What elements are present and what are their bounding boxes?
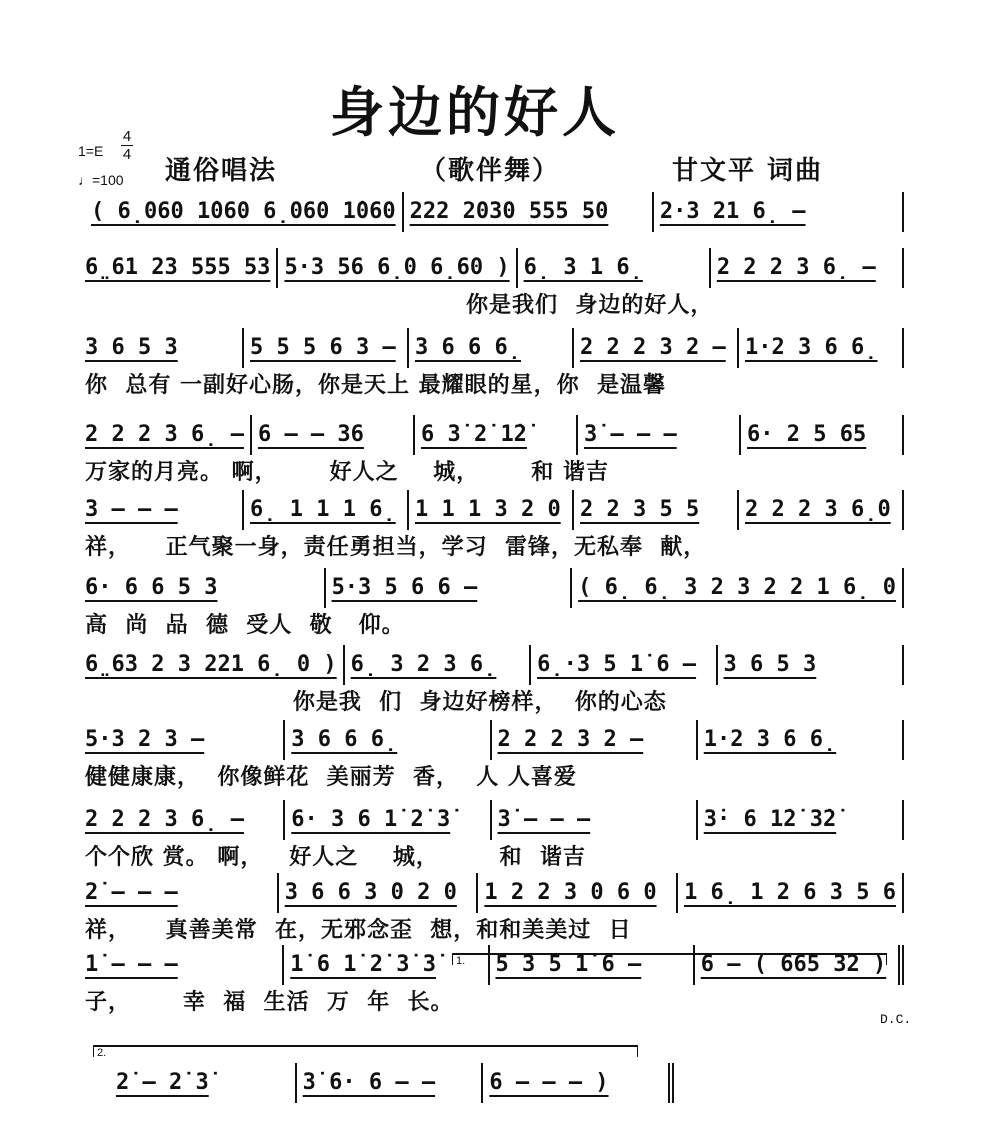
measure: 6̣ 3 1 6̣ — [518, 248, 711, 288]
tempo-marking: ♩=100 — [78, 172, 124, 188]
lyrics-line: 健健康康， 你像鲜花 美丽芳 香， 人 人喜爱 — [85, 765, 577, 790]
music-row — [85, 945, 904, 985]
measure: 2 2 2 3 6̣ – — [711, 248, 904, 288]
measure: 6 3̇ 2̇ 1̇2̇ — [415, 415, 578, 455]
meter-top: 4 — [122, 128, 132, 145]
measure: 1 1 1 3 2 0 — [409, 490, 574, 530]
key-signature: 1=E — [78, 143, 104, 159]
measure: 6· 2 5 65 — [741, 415, 904, 455]
music-row — [85, 248, 904, 288]
music-row — [85, 720, 904, 760]
measure: 222 2030 555 50 — [404, 192, 654, 232]
lyrics-line: 高 尚 品 德 受人 敬 仰。 — [85, 613, 405, 638]
music-row — [110, 1063, 674, 1103]
measure: 2 2 2 3 6̣0 — [739, 490, 904, 530]
measure: 3 6 5 3 — [85, 328, 244, 368]
measure: 1·2 3 6 6̣ — [739, 328, 904, 368]
measure: 2̇ – 2̇ 3̇ — [110, 1063, 297, 1103]
measure: 6̣ 3 2 3 6̣ — [345, 645, 531, 685]
measure: 6̣·3 5 1̇ 6 – — [531, 645, 717, 685]
measure: 1̇ 6 1̇ 2̇ 3̇ 3̇ — [284, 945, 489, 985]
measure: 3 6 6 6̣ — [409, 328, 574, 368]
lyrics-line: 祥， 正气聚一身，责任勇担当，学习 雷锋，无私奉 献， — [85, 535, 707, 560]
measure: 5·3 56 6̣0 6̣60 ) — [278, 248, 517, 288]
measure: 6 – – – ) — [483, 1063, 674, 1103]
measure: 1·2 3 6 6̣ — [698, 720, 904, 760]
song-title: 身边的好人 — [330, 80, 620, 144]
lyrics-line: 你是我 们 身边好榜样， 你的心态 — [85, 690, 667, 715]
music-row — [85, 568, 904, 608]
measure: 6̤63 2 3 221 6̣ 0 ) — [85, 645, 345, 685]
time-signature — [121, 128, 133, 163]
measure: 2 2 2 3 6̣ – — [85, 415, 252, 455]
measure: 1 2 2 3 0 6 0 — [478, 873, 678, 913]
da-capo-mark: D.C. — [880, 1012, 912, 1027]
measure: 2̇ – – – — [85, 873, 279, 913]
measure: 6· 6 6 5 3 — [85, 568, 326, 608]
singing-style: 通俗唱法 — [165, 156, 278, 186]
measure: 3 6 6 6̣ — [285, 720, 491, 760]
author-credit: 甘文平 词曲 — [672, 156, 824, 186]
music-row — [85, 415, 904, 455]
music-row — [85, 328, 904, 368]
measure: 3̇ – – – — [492, 800, 698, 840]
lyrics-line: 子， 幸 福 生活 万 年 长。 — [85, 990, 454, 1015]
lyrics-line: 祥， 真善美常 在，无邪念歪 想，和和美美过 日 — [85, 918, 632, 943]
measure: 5 3 5 1̇ 6 – — [490, 945, 695, 985]
measure: ( 6̣060 1̇060 6̣060 1̇060 — [85, 192, 404, 232]
lyrics-line: 你是我们 身边的好人， — [85, 293, 714, 318]
music-row — [85, 800, 904, 840]
meter-bottom: 4 — [122, 146, 132, 163]
music-row — [85, 490, 904, 530]
lyrics-line: 个个欣 赏。 啊， 好人之 城， 和 谐吉 — [85, 845, 586, 870]
measure: 3̇ 6· 6 – – — [297, 1063, 484, 1103]
measure: 5 5 5 6 3 – — [244, 328, 409, 368]
music-row — [85, 873, 904, 913]
measure: 6̣ 1 1 1 6̣ — [244, 490, 409, 530]
measure: 2 2 2 3 6̣ – — [85, 800, 285, 840]
measure: 3̇ – – – — [578, 415, 741, 455]
lyrics-line: 你 总有 一副好心肠，你是天上 最耀眼的星，你 是温馨 — [85, 373, 666, 398]
measure: 2·3 21 6̣ – — [654, 192, 904, 232]
volta-1: 1. — [452, 953, 887, 965]
volta-2: 2. — [93, 1045, 638, 1057]
measure: 3̇· 6 1̇2̇ 3̇2̇ — [698, 800, 904, 840]
measure: 1 6̣ 1 2 6 3 5 6 — [678, 873, 904, 913]
measure: ( 6̣ 6̣ 3 2 3 2 2 1 6̣ 0 — [572, 568, 904, 608]
measure: 3 – – – — [85, 490, 244, 530]
measure: 1̇ – – – — [85, 945, 284, 985]
music-row — [85, 192, 904, 232]
lyrics-line: 万家的月亮。 啊， 好人之 城， 和 谐吉 — [85, 460, 609, 485]
measure: 2 2 2 3 2 – — [574, 328, 739, 368]
measure: 3 6 5 3 — [718, 645, 904, 685]
measure: 5·3 5 6 6 – — [326, 568, 573, 608]
measure: 6 – ( 665 32 ) — [695, 945, 904, 985]
measure: 3 6 6 3 0 2 0 — [279, 873, 479, 913]
measure: 2 2 2 3 2 – — [492, 720, 698, 760]
measure: 6̤61 23 555 53 — [85, 248, 278, 288]
genre: （歌伴舞） — [420, 156, 561, 186]
measure: 6· 3 6 1̇ 2̇ 3̇ — [285, 800, 491, 840]
measure: 6 – – 36 — [252, 415, 415, 455]
measure: 2 2 3 5 5 — [574, 490, 739, 530]
music-row — [85, 645, 904, 685]
measure: 5·3 2 3 – — [85, 720, 285, 760]
